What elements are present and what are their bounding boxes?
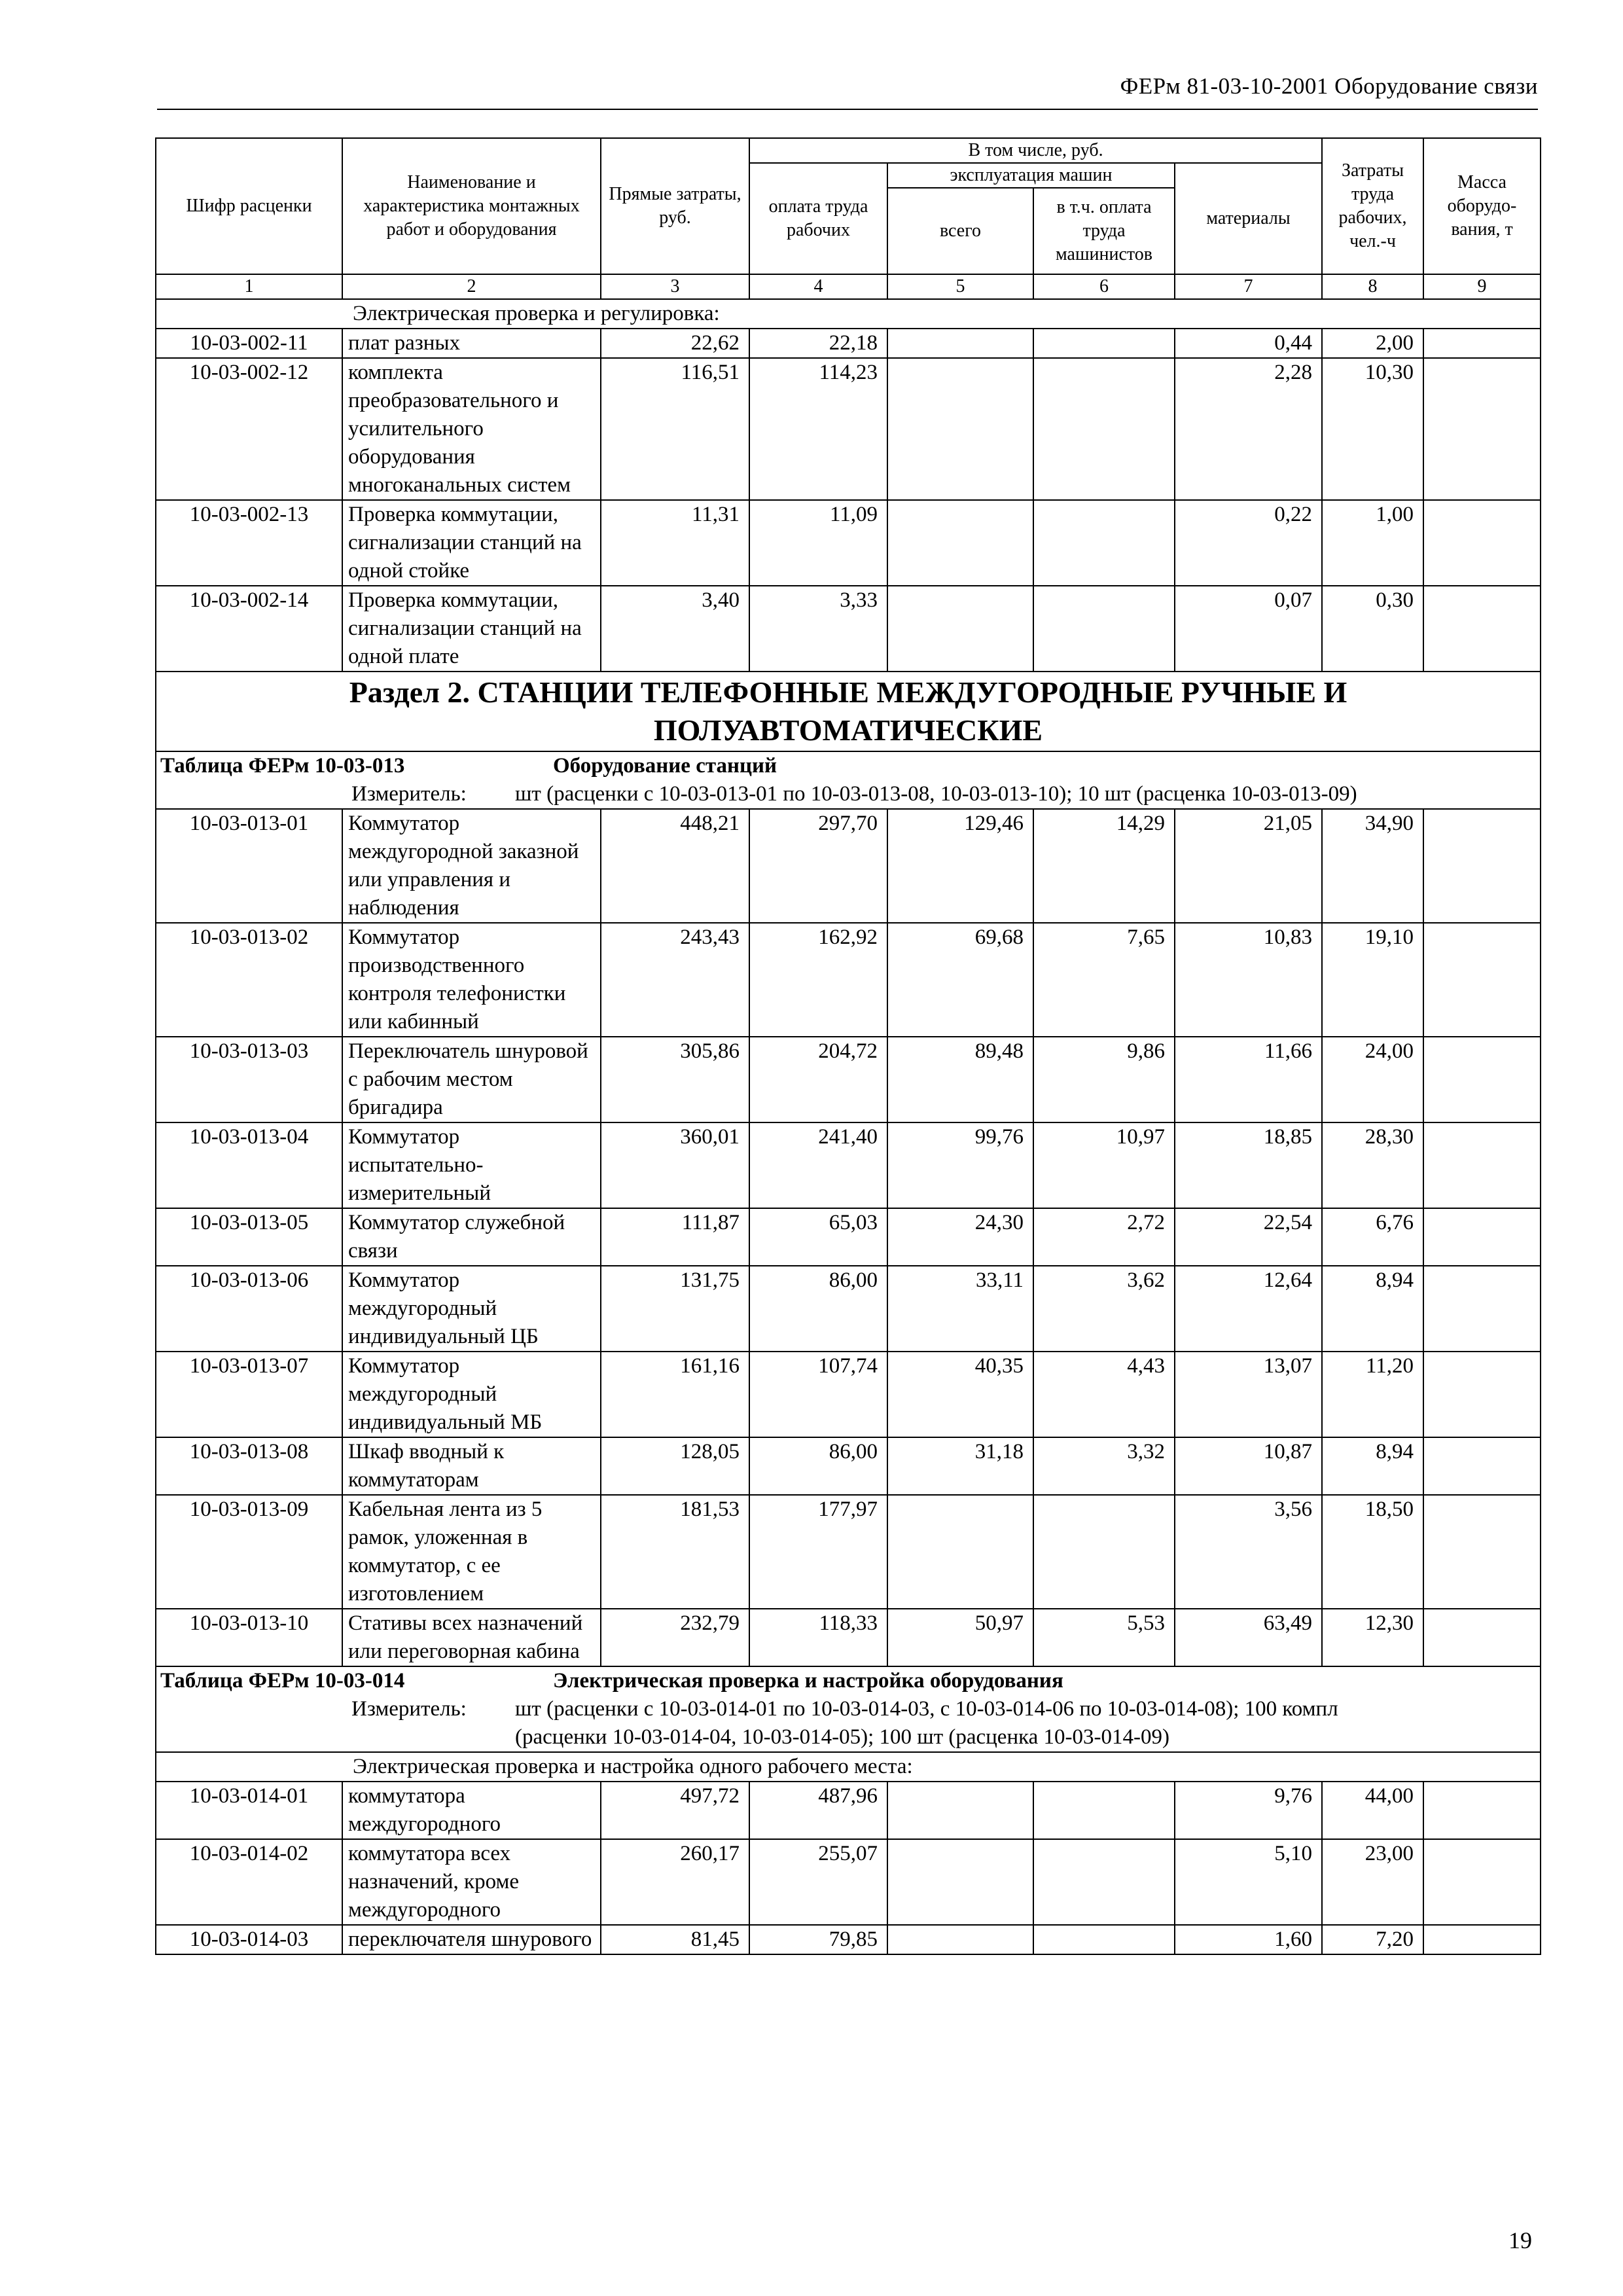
table-row	[156, 1609, 1541, 1666]
equipment-mass	[1423, 1352, 1541, 1437]
rate-code: 10-03-013-01	[156, 809, 342, 923]
machines-labor	[1033, 1925, 1175, 1954]
labor-pay: 118,33	[749, 1609, 887, 1666]
materials-cost: 0,44	[1175, 329, 1322, 358]
column-number: 3	[601, 274, 749, 299]
labor-pay: 107,74	[749, 1352, 887, 1437]
machines-total: 129,46	[887, 809, 1033, 923]
labor-hours: 0,30	[1322, 586, 1423, 672]
rate-code: 10-03-014-02	[156, 1839, 342, 1925]
table-row	[156, 1495, 1541, 1609]
equipment-mass	[1423, 358, 1541, 500]
machines-total: 24,30	[887, 1208, 1033, 1266]
machines-total: 33,11	[887, 1266, 1033, 1352]
table-row	[156, 329, 1541, 358]
work-description: Проверка коммутации, сигнализации станций на одной стойке	[342, 500, 601, 586]
work-description: Стативы всех назначений или переговорная кабина	[342, 1609, 601, 1666]
work-description: Коммутатор междугородный индивидуальный МБ	[342, 1352, 601, 1437]
materials-cost: 9,76	[1175, 1782, 1322, 1839]
table-row	[156, 1437, 1541, 1495]
direct-costs: 81,45	[601, 1925, 749, 1954]
materials-cost: 13,07	[1175, 1352, 1322, 1437]
labor-hours: 34,90	[1322, 809, 1423, 923]
labor-pay: 22,18	[749, 329, 887, 358]
materials-cost: 0,07	[1175, 586, 1322, 672]
labor-pay: 79,85	[749, 1925, 887, 1954]
materials-cost: 2,28	[1175, 358, 1322, 500]
labor-pay: 487,96	[749, 1782, 887, 1839]
labor-pay: 255,07	[749, 1839, 887, 1925]
table-row	[156, 500, 1541, 586]
labor-hours: 12,30	[1322, 1609, 1423, 1666]
machines-labor	[1033, 586, 1175, 672]
group-heading-row	[156, 1752, 1541, 1782]
labor-hours: 28,30	[1322, 1122, 1423, 1208]
rate-code: 10-03-002-14	[156, 586, 342, 672]
work-description: Коммутатор служебной связи	[342, 1208, 601, 1266]
measure-text: шт (расценки с 10-03-013-01 по 10-03-013-08, 10-03-013-10); 10 шт (расценка 10-03-013-09)	[515, 782, 1357, 806]
table-name: Электрическая проверка и настройка оборудования	[553, 1669, 1063, 1693]
direct-costs: 260,17	[601, 1839, 749, 1925]
col-header-mass: Масса оборудо-вания, т	[1423, 138, 1541, 274]
table-row	[156, 1839, 1541, 1925]
labor-pay: 86,00	[749, 1266, 887, 1352]
machines-labor	[1033, 500, 1175, 586]
group-heading-row-label: Электрическая проверка и настройка одного рабочего места:	[156, 1752, 1541, 1782]
rate-code: 10-03-014-01	[156, 1782, 342, 1839]
direct-costs: 232,79	[601, 1609, 749, 1666]
labor-hours: 44,00	[1322, 1782, 1423, 1839]
materials-cost: 12,64	[1175, 1266, 1322, 1352]
table-row	[156, 1208, 1541, 1266]
labor-pay: 177,97	[749, 1495, 887, 1609]
machines-total	[887, 358, 1033, 500]
machines-total	[887, 500, 1033, 586]
labor-pay: 162,92	[749, 923, 887, 1037]
column-numbers-row	[156, 274, 1541, 299]
labor-hours: 24,00	[1322, 1037, 1423, 1122]
equipment-mass	[1423, 1782, 1541, 1839]
rate-code: 10-03-002-11	[156, 329, 342, 358]
direct-costs: 11,31	[601, 500, 749, 586]
page-header	[157, 73, 1538, 110]
direct-costs: 448,21	[601, 809, 749, 923]
materials-cost: 5,10	[1175, 1839, 1322, 1925]
rate-code: 10-03-013-05	[156, 1208, 342, 1266]
rate-code: 10-03-013-08	[156, 1437, 342, 1495]
table-caption-row	[156, 1666, 1541, 1752]
work-description: коммутатора всех назначений, кроме междугородного	[342, 1839, 601, 1925]
labor-hours: 23,00	[1322, 1839, 1423, 1925]
measure-label: Измеритель:	[351, 1697, 467, 1721]
labor-hours: 18,50	[1322, 1495, 1423, 1609]
direct-costs: 128,05	[601, 1437, 749, 1495]
equipment-mass	[1423, 1266, 1541, 1352]
measure-label: Измеритель:	[351, 782, 467, 806]
direct-costs: 497,72	[601, 1782, 749, 1839]
equipment-mass	[1423, 500, 1541, 586]
rate-code: 10-03-013-09	[156, 1495, 342, 1609]
machines-labor: 4,43	[1033, 1352, 1175, 1437]
labor-hours: 10,30	[1322, 358, 1423, 500]
machines-total: 89,48	[887, 1037, 1033, 1122]
labor-hours: 11,20	[1322, 1352, 1423, 1437]
equipment-mass	[1423, 1609, 1541, 1666]
labor-pay: 241,40	[749, 1122, 887, 1208]
direct-costs: 22,62	[601, 329, 749, 358]
equipment-mass	[1423, 1839, 1541, 1925]
rate-code: 10-03-013-10	[156, 1609, 342, 1666]
direct-costs: 116,51	[601, 358, 749, 500]
column-number: 4	[749, 274, 887, 299]
table-name: Оборудование станций	[553, 754, 777, 778]
equipment-mass	[1423, 1122, 1541, 1208]
machines-labor: 3,32	[1033, 1437, 1175, 1495]
labor-hours: 8,94	[1322, 1266, 1423, 1352]
machines-total	[887, 1495, 1033, 1609]
col-header-machines: эксплуатация машин	[887, 163, 1175, 188]
materials-cost: 18,85	[1175, 1122, 1322, 1208]
direct-costs: 3,40	[601, 586, 749, 672]
labor-hours: 2,00	[1322, 329, 1423, 358]
col-header-machines-labor: в т.ч. оплата труда машинистов	[1033, 188, 1175, 274]
labor-pay: 3,33	[749, 586, 887, 672]
machines-total	[887, 1839, 1033, 1925]
machines-total	[887, 1782, 1033, 1839]
work-description: переключателя шнурового	[342, 1925, 601, 1954]
machines-labor: 10,97	[1033, 1122, 1175, 1208]
column-number: 5	[887, 274, 1033, 299]
machines-labor	[1033, 329, 1175, 358]
direct-costs: 243,43	[601, 923, 749, 1037]
col-header-machines-total: всего	[887, 188, 1033, 274]
materials-cost: 63,49	[1175, 1609, 1322, 1666]
column-number: 9	[1423, 274, 1541, 299]
labor-pay: 86,00	[749, 1437, 887, 1495]
table-row	[156, 1782, 1541, 1839]
group-heading-row	[156, 299, 1541, 329]
section-heading-row	[156, 672, 1541, 751]
labor-pay: 11,09	[749, 500, 887, 586]
work-description: Кабельная лента из 5 рамок, уложенная в коммутатор, с ее изготовлением	[342, 1495, 601, 1609]
rate-code: 10-03-013-04	[156, 1122, 342, 1208]
table-row	[156, 1352, 1541, 1437]
equipment-mass	[1423, 1037, 1541, 1122]
work-description: Коммутатор производственного контроля телефонистки или кабинный	[342, 923, 601, 1037]
equipment-mass	[1423, 809, 1541, 923]
col-header-labor-cost: Затраты труда рабочих, чел.-ч	[1322, 138, 1423, 274]
column-number: 6	[1033, 274, 1175, 299]
direct-costs: 360,01	[601, 1122, 749, 1208]
work-description: Переключатель шнуровой с рабочим местом бригадира	[342, 1037, 601, 1122]
work-description: плат разных	[342, 329, 601, 358]
materials-cost: 11,66	[1175, 1037, 1322, 1122]
work-description: Шкаф вводный к коммутаторам	[342, 1437, 601, 1495]
measure-text: шт (расценки с 10-03-014-01 по 10-03-014-03, с 10-03-014-06 по 10-03-014-08); 100 компл	[515, 1697, 1338, 1721]
document-title: ФЕРм 81-03-10-2001 Оборудование связи	[1120, 73, 1538, 99]
machines-total: 31,18	[887, 1437, 1033, 1495]
work-description: комплекта преобразовательного и усилительного оборудования многоканальных систем	[342, 358, 601, 500]
machines-labor: 2,72	[1033, 1208, 1175, 1266]
table-caption	[156, 1666, 1541, 1752]
column-number: 8	[1322, 274, 1423, 299]
work-description: Коммутатор междугородный индивидуальный ЦБ	[342, 1266, 601, 1352]
direct-costs: 111,87	[601, 1208, 749, 1266]
page-number: 19	[1508, 2227, 1532, 2253]
machines-total: 40,35	[887, 1352, 1033, 1437]
table-row	[156, 809, 1541, 923]
machines-total	[887, 329, 1033, 358]
rate-code: 10-03-002-12	[156, 358, 342, 500]
labor-hours: 1,00	[1322, 500, 1423, 586]
measure-text-continued: (расценки 10-03-014-04, 10-03-014-05); 100 шт (расценка 10-03-014-09)	[515, 1725, 1170, 1749]
table-row	[156, 1266, 1541, 1352]
materials-cost: 10,83	[1175, 923, 1322, 1037]
table-id: Таблица ФЕРм 10-03-013	[160, 754, 405, 778]
table-caption	[156, 751, 1541, 809]
materials-cost: 0,22	[1175, 500, 1322, 586]
rate-code: 10-03-002-13	[156, 500, 342, 586]
group-heading-row-label: Электрическая проверка и регулировка:	[156, 299, 1541, 329]
materials-cost: 21,05	[1175, 809, 1322, 923]
equipment-mass	[1423, 329, 1541, 358]
table-id: Таблица ФЕРм 10-03-014	[160, 1669, 405, 1693]
table-row	[156, 586, 1541, 672]
machines-total	[887, 1925, 1033, 1954]
column-number: 2	[342, 274, 601, 299]
machines-labor: 3,62	[1033, 1266, 1175, 1352]
machines-labor: 14,29	[1033, 809, 1175, 923]
rates-table	[155, 137, 1541, 1955]
direct-costs: 131,75	[601, 1266, 749, 1352]
rate-code: 10-03-013-03	[156, 1037, 342, 1122]
table-row	[156, 923, 1541, 1037]
machines-total: 99,76	[887, 1122, 1033, 1208]
materials-cost: 22,54	[1175, 1208, 1322, 1266]
machines-labor	[1033, 1782, 1175, 1839]
materials-cost: 10,87	[1175, 1437, 1322, 1495]
direct-costs: 181,53	[601, 1495, 749, 1609]
labor-pay: 114,23	[749, 358, 887, 500]
machines-total: 50,97	[887, 1609, 1033, 1666]
work-description: Коммутатор междугородной заказной или управления и наблюдения	[342, 809, 601, 923]
col-header-direct: Прямые затраты, руб.	[601, 138, 749, 274]
rate-code: 10-03-013-02	[156, 923, 342, 1037]
machines-labor: 9,86	[1033, 1037, 1175, 1122]
section-heading: Раздел 2. СТАНЦИИ ТЕЛЕФОННЫЕ МЕЖДУГОРОДНЫЕ РУЧНЫЕ И ПОЛУАВТОМАТИЧЕСКИЕ	[156, 672, 1541, 751]
machines-labor	[1033, 1839, 1175, 1925]
table-row	[156, 1037, 1541, 1122]
table-caption-row	[156, 751, 1541, 809]
machines-labor: 5,53	[1033, 1609, 1175, 1666]
table-row	[156, 358, 1541, 500]
direct-costs: 305,86	[601, 1037, 749, 1122]
col-header-materials: материалы	[1175, 163, 1322, 274]
materials-cost: 1,60	[1175, 1925, 1322, 1954]
table-row	[156, 1122, 1541, 1208]
equipment-mass	[1423, 923, 1541, 1037]
col-header-code: Шифр расценки	[156, 138, 342, 274]
col-header-including: В том числе, руб.	[749, 138, 1322, 163]
column-number: 7	[1175, 274, 1322, 299]
work-description: коммутатора междугородного	[342, 1782, 601, 1839]
labor-hours: 19,10	[1322, 923, 1423, 1037]
direct-costs: 161,16	[601, 1352, 749, 1437]
equipment-mass	[1423, 586, 1541, 672]
machines-total: 69,68	[887, 923, 1033, 1037]
machines-labor	[1033, 358, 1175, 500]
labor-hours: 7,20	[1322, 1925, 1423, 1954]
labor-hours: 8,94	[1322, 1437, 1423, 1495]
col-header-labor-pay: оплата труда рабочих	[749, 163, 887, 274]
equipment-mass	[1423, 1495, 1541, 1609]
col-header-name: Наименование и характеристика монтажных работ и оборудования	[342, 138, 601, 274]
equipment-mass	[1423, 1437, 1541, 1495]
labor-hours: 6,76	[1322, 1208, 1423, 1266]
machines-labor: 7,65	[1033, 923, 1175, 1037]
equipment-mass	[1423, 1925, 1541, 1954]
work-description: Проверка коммутации, сигнализации станций на одной плате	[342, 586, 601, 672]
table-row	[156, 1925, 1541, 1954]
rate-code: 10-03-013-06	[156, 1266, 342, 1352]
materials-cost: 3,56	[1175, 1495, 1322, 1609]
column-number: 1	[156, 274, 342, 299]
machines-labor	[1033, 1495, 1175, 1609]
labor-pay: 65,03	[749, 1208, 887, 1266]
rate-code: 10-03-013-07	[156, 1352, 342, 1437]
labor-pay: 297,70	[749, 809, 887, 923]
equipment-mass	[1423, 1208, 1541, 1266]
labor-pay: 204,72	[749, 1037, 887, 1122]
machines-total	[887, 586, 1033, 672]
work-description: Коммутатор испытательно-измерительный	[342, 1122, 601, 1208]
rate-code: 10-03-014-03	[156, 1925, 342, 1954]
